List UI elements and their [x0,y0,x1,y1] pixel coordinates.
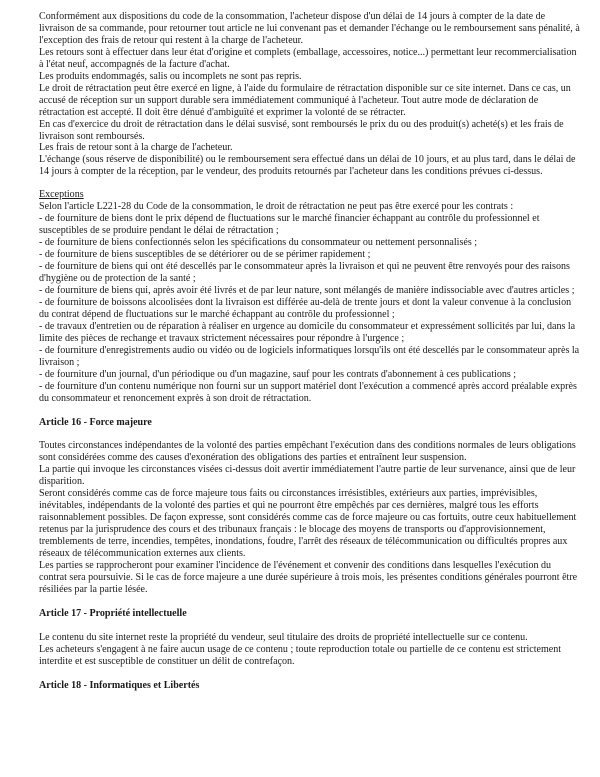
article-17-section [39,608,581,668]
spacer [39,596,581,608]
article-16-heading: Article 16 - Force majeure [39,416,152,428]
article-16-paragraph-3: Seront considérés comme cas de force majeure tous faits ou circonstances irrésistibles, extérieurs aux parties, imprévisibles, inévitables, indépendants de la volonté des parties et qui ne pourront être empêchés par ces dernières, malgré tous les efforts raisonnablement possibles. De façon expresse, sont considérés comme cas de force majeure ou cas fortuits, outre ceux habituellement retenus par la jurisprudence des cours et des tribunaux français : le blocage des moyens de transports ou d'approvisionnement, tremblements de terre, incendies, tempêtes, inondations, foudre, l'arrêt des réseaux de télécommunication ou difficultés propres aux réseaux de télécommunication externes aux clients. [39,488,577,560]
exceptions-list [39,213,581,404]
list-item: - de fourniture de biens qui, après avoir été livrés et de par leur nature, sont mélangés de manière indissociable avec d'autres articles ; [39,284,575,296]
list-item: - de fourniture de biens susceptibles de se détériorer ou de se périmer rapidement ; [39,249,371,261]
returns-section [39,11,581,178]
list-item: - de fourniture de biens confectionnés selon les spécifications du consommateur ou nettement personnalisés ; [39,237,478,249]
returns-paragraph-6: Les frais de retour sont à la charge de l'acheteur. [39,142,233,154]
returns-paragraph-5: En cas d'exercice du droit de rétractation dans le délai susvisé, sont remboursés le prix du ou des produit(s) acheté(s) et les frais de livraison sont remboursés. [39,118,564,142]
spacer [39,178,581,189]
article-18-heading: Article 18 - Informatiques et Libertés [39,679,200,691]
list-item: - de fourniture d'un contenu numérique non fourni sur un support matériel dont l'exécution a commencé après accord préalable exprès du consommateur et renoncement exprès à son droit de rétractation. [39,380,577,404]
returns-paragraph-1: Conformément aux dispositions du code de la consommation, l'acheteur dispose d'un délai de 14 jours à compter de la date de livraison de sa commande, pour retourner tout article ne lui convenant pas et demander l'échange ou le remboursement sans pénalité, à l'exception des frais de retour qui restent à la charge de l'acheteur. [39,11,580,46]
list-item: - de fourniture de biens dont le prix dépend de fluctuations sur le marché financier échappant au contrôle du professionnel et susceptibles de se produire pendant le délai de rétractation ; [39,213,540,237]
exceptions-title: Exceptions [39,189,84,201]
returns-paragraph-3: Les produits endommagés, salis ou incomplets ne sont pas repris. [39,70,302,82]
spacer [39,405,581,417]
spacer [39,620,581,632]
article-17-paragraph-1: Le contenu du site internet reste la propriété du vendeur, seul titulaire des droits de propriété intellectuelle sur ce contenu. [39,631,528,643]
article-16-paragraph-2: La partie qui invoque les circonstances visées ci-dessus doit avertir immédiatement l'autre partie de leur survenance, ainsi que de leur disparition. [39,464,576,488]
list-item: - de fourniture d'enregistrements audio ou vidéo ou de logiciels informatiques lorsqu'ils ont été descellés par le consommateur après la livraison ; [39,344,580,368]
returns-paragraph-2: Les retours sont à effectuer dans leur état d'origine et complets (emballage, accessoires, notice...) permettant leur recommercialisation à l'état neuf, accompagnés de la facture d'achat. [39,46,577,70]
list-item: - de fourniture de boissons alcoolisées dont la livraison est différée au-delà de trente jours et dont la valeur convenue à la conclusion du contrat dépend de fluctuations sur le marché échappant au contrôle du professionnel ; [39,296,572,320]
article-17-heading: Article 17 - Propriété intellectuelle [39,607,187,619]
article-16-paragraph-1: Toutes circonstances indépendantes de la volonté des parties empêchant l'exécution dans des conditions normales de leurs obligations sont considérées comme des causes d'exonération des obligations des parties et entraînent leur suspension. [39,440,576,464]
article-18-section [39,680,581,692]
article-17-paragraph-2: Les acheteurs s'engagent à ne faire aucun usage de ce contenu ; toute reproduction totale ou partielle de ce contenu est strictement interdite et est susceptible de constituer un délit de contrefaçon. [39,643,562,667]
spacer [39,668,581,680]
spacer [39,428,581,440]
exceptions-intro: Selon l'article L221-28 du Code de la consommation, le droit de rétractation ne peut pas être exercé pour les contrats : [39,201,514,213]
list-item: - de travaux d'entretien ou de réparation à réaliser en urgence au domicile du consommateur et expressément sollicités par lui, dans la limite des pièces de rechange et travaux strictement nécessaires pour répondre à l'urgence ; [39,320,576,344]
list-item: - de fourniture de biens qui ont été descellés par le consommateur après la livraison et qui ne peuvent être renvoyés pour des raisons d'hygiène ou de protection de la santé ; [39,261,570,285]
returns-paragraph-4: Le droit de rétractation peut être exercé en ligne, à l'aide du formulaire de rétractation disponible sur ce site internet. Dans ce cas, un accusé de réception sur un support durable sera immédiatement communiqué à l'acheteur. Tout autre mode de déclaration de rétractation est accepté. Il doit être dénué d'ambiguïté et exprimer la volonté de se rétracter. [39,82,571,118]
article-16-paragraph-4: Les parties se rapprocheront pour examiner l'incidence de l'événement et convenir des conditions dans lesquelles l'exécution du contrat sera poursuivie. Si le cas de force majeure a une durée supérieure à trois mois, les présentes conditions générales pourront être résiliées par la partie lésée. [39,559,578,595]
list-item: - de fourniture d'un journal, d'un périodique ou d'un magazine, sauf pour les contrats d'abonnement à ces publications ; [39,368,517,380]
returns-paragraph-7: L'échange (sous réserve de disponibilité) ou le remboursement sera effectué dans un délai de 10 jours, et au plus tard, dans le délai de 14 jours à compter de la réception, par le vendeur, des produits retournés par l'acheteur dans les conditions prévues ci-dessus. [39,154,576,178]
article-16-section [39,417,581,596]
exceptions-section [39,189,581,404]
